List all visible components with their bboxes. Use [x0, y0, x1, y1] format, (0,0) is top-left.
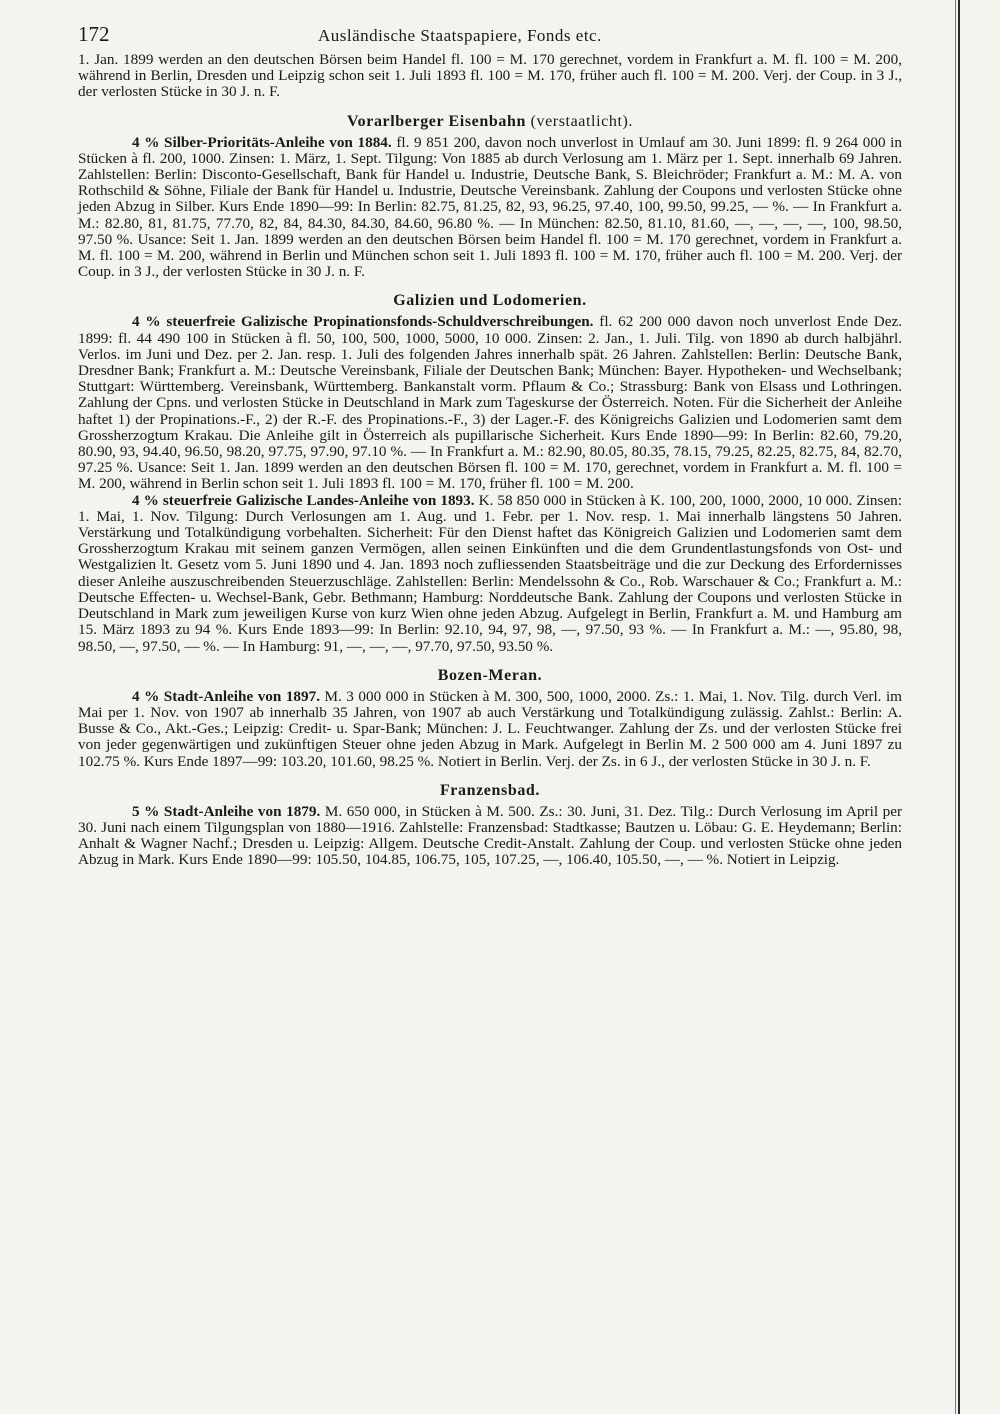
- section-title-note: (verstaatlicht).: [530, 112, 634, 130]
- entry-text: M. 3 000 000 in Stücken à M. 300, 500, 1000, 2000. Zs.: 1. Mai, 1. Nov. Tilg. durch Verl. im Mai per 1. Nov. von 1907 ab innerhalb 35 Jahren, von 1907 ab auch Verstärkung und Totalkündigung zulässig. Zahlst.: Berlin: A. Busse & Co., Akt.-Ges.; Leipzig: Credit- u. Spar-Bank; München: J. L. Feuchtwanger. Zahlung der Zs. und der verlosten Stücke frei von jeder gegenwärtigen und zukünftigen Steuer ohne jeden Abzug in Mark. Aufgelegt in Berlin M. 2 500 000 am 4. Juni 1897 zu 102.75 %. Kurs Ende 1897—99: 103.20, 101.60, 98.25 %. Notiert in Berlin. Verj. der Zs. in 6 J., der verlosten Stücke in 30 J. n. F.: [78, 687, 903, 770]
- entry-paragraph: [78, 314, 902, 492]
- entry-text: fl. 9 851 200, davon noch unverlost in Umlauf am 30. Juni 1899: fl. 9 264 000 in Stücken à fl. 200, 1000. Zinsen: 1. März, 1. Sept. Tilgung: Von 1885 ab durch Verlosung am 1. März per 1. Sept. innerhalb 69 Jahren. Zahlstellen: Berlin: Disconto-Gesellschaft, Bank für Handel u. Industrie, Deutsche Bank, S. Bleichröder; Frankfurt a. M.: M. A. von Rothschild & Söhne, Filiale der Bank für Handel u. Industrie, Deutsche Vereinsbank. Zahlung der Coupons und verlosten Stücke ohne jeden Abzug in Silber. Kurs Ende 1890—99: In Berlin: 82.75, 81.25, 82, 93, 96.25, 97.40, 100, 99.50, 99.25, — %. — In Frankfurt a. M.: 82.80, 81, 81.75, 77.70, 82, 84, 84.30, 84.30, 84.60, 96.80 %. — In München: 82.50, 81.10, 81.60, —, —, —, —, 100, 98.50, 97.50 %. Usance: Seit 1. Jan. 1899 werden an den deutschen Börsen beim Handel fl. 100 = M. 170 gerechnet, vordem in Frankfurt a. M. fl. 100 = M. 200, während in Berlin und München schon seit 1. Juli 1893 fl. 100 = M. 170, früher auch fl. 100 = M. 200. Verj. der Coup. in 3 J., der verlosten Stücke in 30 J. n. F.: [78, 133, 902, 281]
- entry-lead: 4 % steuerfreie Galizische Landes-Anleihe von 1893.: [132, 491, 475, 509]
- page: [78, 22, 902, 869]
- section-title-vorarlberg: [78, 113, 902, 131]
- section-title-bozen-meran: Bozen-Meran.: [437, 666, 543, 684]
- page-edge-rule-inner: [955, 0, 956, 1414]
- page-edge-rule: [958, 0, 960, 1414]
- entry-paragraph: [78, 804, 902, 869]
- entry-paragraph: [78, 493, 902, 655]
- running-title: Ausländische Staatspapiere, Fonds etc.: [318, 26, 602, 45]
- entry-lead: 4 % Silber-Prioritäts-Anleihe von 1884.: [132, 133, 392, 151]
- section-title-text: Vorarlberger Eisenbahn: [346, 112, 526, 130]
- entry-lead: 4 % Stadt-Anleihe von 1897.: [132, 687, 320, 705]
- entry-paragraph: [78, 135, 902, 281]
- entry-lead: 5 % Stadt-Anleihe von 1879.: [132, 802, 321, 820]
- section-title-galizien: Galizien und Lodomerien.: [393, 292, 587, 310]
- entry-text: K. 58 850 000 in Stücken à K. 100, 200, 1000, 2000, 10 000. Zinsen: 1. Mai, 1. Nov. Tilgung: Durch Verlosungen am 1. Aug. und 1. Febr. per 1. Nov. resp. 1. Mai innerhalb längstens 50 Jahren. Verstärkung und Totalkündigung vorbehalten. Sicherheit: Für den Dienst haftet das Königreich Galizien und Lodomerien samt dem Grossherzogtum Krakau mit seinem ganzen Vermögen, allen seinen Einkünften und die dem Grundentlastungsfonds von Ost- und Westgalizien lt. Gesetz vom 5. Juni 1890 und 4. Jan. 1893 noch zufliessenden Staatsbeiträge und die zur Deckung des Erfordernisses dieser Anleihe auszuschreibenden Steuerzuschläge. Zahlstellen: Berlin: Mendelssohn & Co., Rob. Warschauer & Co.; Frankfurt a. M.: Deutsche Effecten- u. Wechsel-Bank, Gebr. Bethmann; Hamburg: Norddeutsche Bank. Zahlung der Coupons und verlosten Stücke in Deutschland in Mark zum jeweiligen Kurse von kurz Wien ohne jeden Abzug. Aufgelegt in Berlin, Frankfurt a. M. und Hamburg am 15. März 1893 zu 94 %. Kurs Ende 1893—99: In Berlin: 92.10, 94, 97, 98, —, 97.50, 93 %. — In Frankfurt a. M.: —, 95.80, 98, 98.50, —, 97.50, — %. — In Hamburg: 91, —, —, —, 97.70, 97.50, 93.50 %.: [78, 491, 902, 655]
- section-title-franzensbad: Franzensbad.: [439, 781, 541, 799]
- page-header: [78, 22, 902, 52]
- intro-paragraph: 1. Jan. 1899 werden an den deutschen Börsen beim Handel fl. 100 = M. 170 gerechnet, vordem in Frankfurt a. M. fl. 100 = M. 200, während in Berlin, Dresden und Leipzig schon seit 1. Juli 1893 fl. 100 = M. 170, früher auch fl. 100 = M. 200. Verj. der Coup. in 3 J., der verlosten Stücke in 30 J. n. F.: [78, 51, 902, 101]
- entry-text: fl. 62 200 000 davon noch unverlost Ende Dez. 1899: fl. 44 490 100 in Stücken à fl. 50, 100, 500, 1000, 5000, 10 000. Zinsen: 2. Jan., 1. Juli. Tilg. von 1890 ab durch halbjährl. Verlos. im Juni und Dez. per 2. Jan. resp. 1. Juli des folgenden Jahres innerhalb spät. 26 Jahren. Zahlstellen: Berlin: Deutsche Bank, Dresdner Bank; Frankfurt a. M.: Deutsche Vereinsbank, Filiale der Deutschen Bank; München: Bayer. Hypotheken- und Wechselbank; Stuttgart: Württemberg. Vereinsbank, Württemberg. Bankanstalt vorm. Pflaum & Co.; Strassburg: Bank von Elsass und Lothringen. Zahlung der Cpns. und verlosten Stücke in Deutschland in Mark zum Tageskurse der Österreich. Noten. Für die Sicherheit der Anleihe haftet 1) der Propinations.-F., 2) der R.-F. des Propinations.-F., 3) der Lager.-F. des Königreichs Galizien und Lodomerien samt dem Grossherzogtum Krakau. Die Anleihe gilt in Österreich als pupillarische Sicherheit. Kurs Ende 1890—99: In Berlin: 82.60, 79.20, 80.90, 93, 94.40, 96.50, 98.20, 97.75, 97.90, 97.10 %. — In Frankfurt a. M.: 82.90, 80.05, 80.35, 78.15, 79.25, 82.25, 82.75, 84, 82.70, 97.25 %. Usance: Seit 1. Jan. 1899 werden an den deutschen Börsen fl. 100 = M. 170, gerechnet, vordem in Frankfurt a. M. fl. 100 = M. 200, während in Berlin schon seit 1. Juli 1893 fl. 100 = M. 170, früher fl. 100 = M. 200.: [78, 313, 903, 493]
- page-number: 172: [78, 22, 110, 46]
- entry-text: M. 650 000, in Stücken à M. 500. Zs.: 30. Juni, 31. Dez. Tilg.: Durch Verlosung im April per 30. Juni nach einem Tilgungsplan von 1880—1916. Zahlstelle: Franzensbad: Stadtkasse; Bautzen u. Löbau: G. E. Heydemann; Berlin: Anhalt & Wagner Nachf.; Dresden u. Leipzig: Allgem. Deutsche Credit-Anstalt. Zahlung der Coup. und verlosten Stücke ohne jeden Abzug in Mark. Kurs Ende 1890—99: 105.50, 104.85, 106.75, 105, 107.25, —, 106.40, 105.50, —, — %. Notiert in Leipzig.: [78, 802, 903, 869]
- entry-lead: 4 % steuerfreie Galizische Propinationsfonds-Schuldverschreibungen.: [132, 313, 594, 331]
- entry-paragraph: [78, 689, 902, 770]
